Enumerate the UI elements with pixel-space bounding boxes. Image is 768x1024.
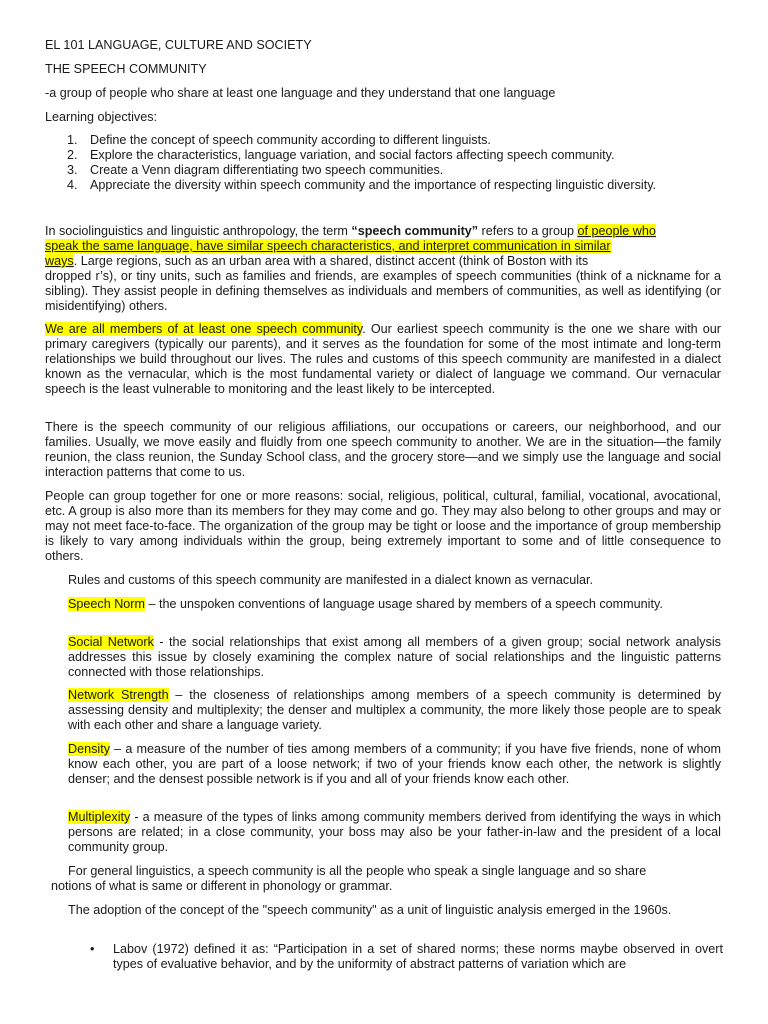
topic-title: THE SPEECH COMMUNITY — [45, 62, 207, 76]
para1-text: In sociolinguistics and linguistic anthropology, the term — [45, 224, 352, 238]
para1-line1 — [45, 224, 656, 239]
term-social-network — [68, 635, 721, 680]
objective-item — [67, 163, 443, 178]
highlighted-text: We are all members of at least one speech community — [45, 322, 363, 336]
term-label: Speech Norm — [68, 597, 145, 611]
objective-text: Create a Venn diagram differentiating two speech communities. — [90, 163, 444, 177]
para7: The adoption of the concept of the "speech community" as a unit of linguistic analysis emerged in the 1960s. — [68, 903, 672, 917]
course-title: EL 101 LANGUAGE, CULTURE AND SOCIETY — [45, 38, 312, 52]
highlighted-text: speak the same language, have similar speech characteristics, and interpret communication in similar — [45, 239, 611, 253]
highlighted-text: ways — [45, 254, 74, 268]
para1-text: refers to a group — [478, 224, 578, 238]
term-multiplexity — [68, 810, 721, 855]
objective-number: 4. — [67, 178, 78, 192]
para1-line3 — [45, 254, 588, 269]
term-label: Multiplexity — [68, 810, 131, 824]
para5: Rules and customs of this speech community are manifested in a dialect known as vernacular. — [68, 573, 594, 587]
objective-text: Appreciate the diversity within speech community and the importance of respecting linguistic diversity. — [90, 178, 657, 192]
term-definition: - the social relationships that exist among all members of a given group; social network analysis addresses this issue by closely examining the complex nature of social relationships and the linguistic patterns connected with those relationships. — [68, 635, 721, 679]
term-definition: – a measure of the number of ties among members of a community; if you have five friends, none of whom know each other, you are part of a loose network; if two of your friends know each other, the network is slightly denser; and the densest possible network is if you and all of your friends know each other. — [68, 742, 721, 786]
objective-text: Define the concept of speech community according to different linguists. — [90, 133, 491, 147]
para1-rest: dropped r’s), or tiny units, such as families and friends, are examples of speech communities (think of a nickname for a sibling). They assist people in defining themselves as individuals and members of communities, as well as identifying (or misidentifying) others. — [45, 269, 721, 313]
objective-item — [67, 178, 656, 193]
topic-definition: -a group of people who share at least one language and they understand that one language — [45, 86, 556, 100]
highlighted-text: of people who — [577, 224, 656, 238]
term-label: Network Strength — [68, 688, 169, 702]
term-definition: – the closeness of relationships among members of a speech community is determined by assessing density and multiplexity; the denser and multiplex a community, the more likely those people are to speak with each other and share a language variety. — [68, 688, 721, 732]
term-definition: - a measure of the types of links among community members derived from identifying the ways in which persons are related; in a close community, your boss may also be your father-in-law and the president of a local community group. — [68, 810, 721, 854]
objective-item — [67, 148, 615, 163]
bullet-text: Labov (1972) defined it as: “Participation in a set of shared norms; these norms maybe observed in overt types of evaluative behavior, and by the uniformity of abstract patterns of variation which are — [113, 942, 723, 971]
term-definition: – the unspoken conventions of language usage shared by members of a speech community. — [145, 597, 663, 611]
objective-text: Explore the characteristics, language variation, and social factors affecting speech community. — [90, 148, 615, 162]
para6-line2: notions of what is same or different in phonology or grammar. — [51, 879, 393, 893]
para6-line1: For general linguistics, a speech community is all the people who speak a single language and so share — [68, 864, 647, 878]
term-network-strength — [68, 688, 721, 733]
term-label: Social Network — [68, 635, 154, 649]
objectives-heading: Learning objectives: — [45, 110, 158, 124]
para3: There is the speech community of our religious affiliations, our occupations or careers, our neighborhood, and our families. Usually, we move easily and fluidly from one speech community to another. We are in the situation—the family reunion, the class reunion, the Sunday School class, and the grocery store—and we simply use the language and social interaction patterns that come to us. — [45, 420, 721, 479]
para2 — [45, 322, 721, 397]
objective-number: 1. — [67, 133, 78, 147]
term-speech-norm — [68, 597, 721, 612]
objective-item — [67, 133, 491, 148]
para1-text: . Large regions, such as an urban area with a shared, distinct accent (think of Boston with its — [73, 254, 589, 268]
para4: People can group together for one or more reasons: social, religious, political, cultural, familial, vocational, avocational, etc. A group is also more than its members for they may come and go. They may also belong to other groups and may or may not meet face-to-face. The organization of the group may be tight or loose and the importance of group membership is likely to vary among individuals within the group, being extremely important to some and of little consequence to others. — [45, 489, 721, 563]
speech-community-term: “speech community” — [351, 224, 479, 238]
para2-text: . Our earliest speech community is the one we share with our primary caregivers (typically our parents), and it serves as the foundation for some of the most intimate and long-term relationships we build throughout our lives. The rules and customs of this speech community are manifested in a dialect known as the vernacular, which is the most fundamental variety or dialect of language we command. Our vernacular speech is the least vulnerable to monitoring and the least likely to be intercepted. — [45, 322, 722, 396]
para1-line2 — [45, 239, 721, 254]
objective-number: 2. — [67, 148, 78, 162]
term-label: Density — [68, 742, 110, 756]
objective-number: 3. — [67, 163, 78, 177]
term-density — [68, 742, 721, 787]
bullet-icon: • — [90, 942, 95, 956]
